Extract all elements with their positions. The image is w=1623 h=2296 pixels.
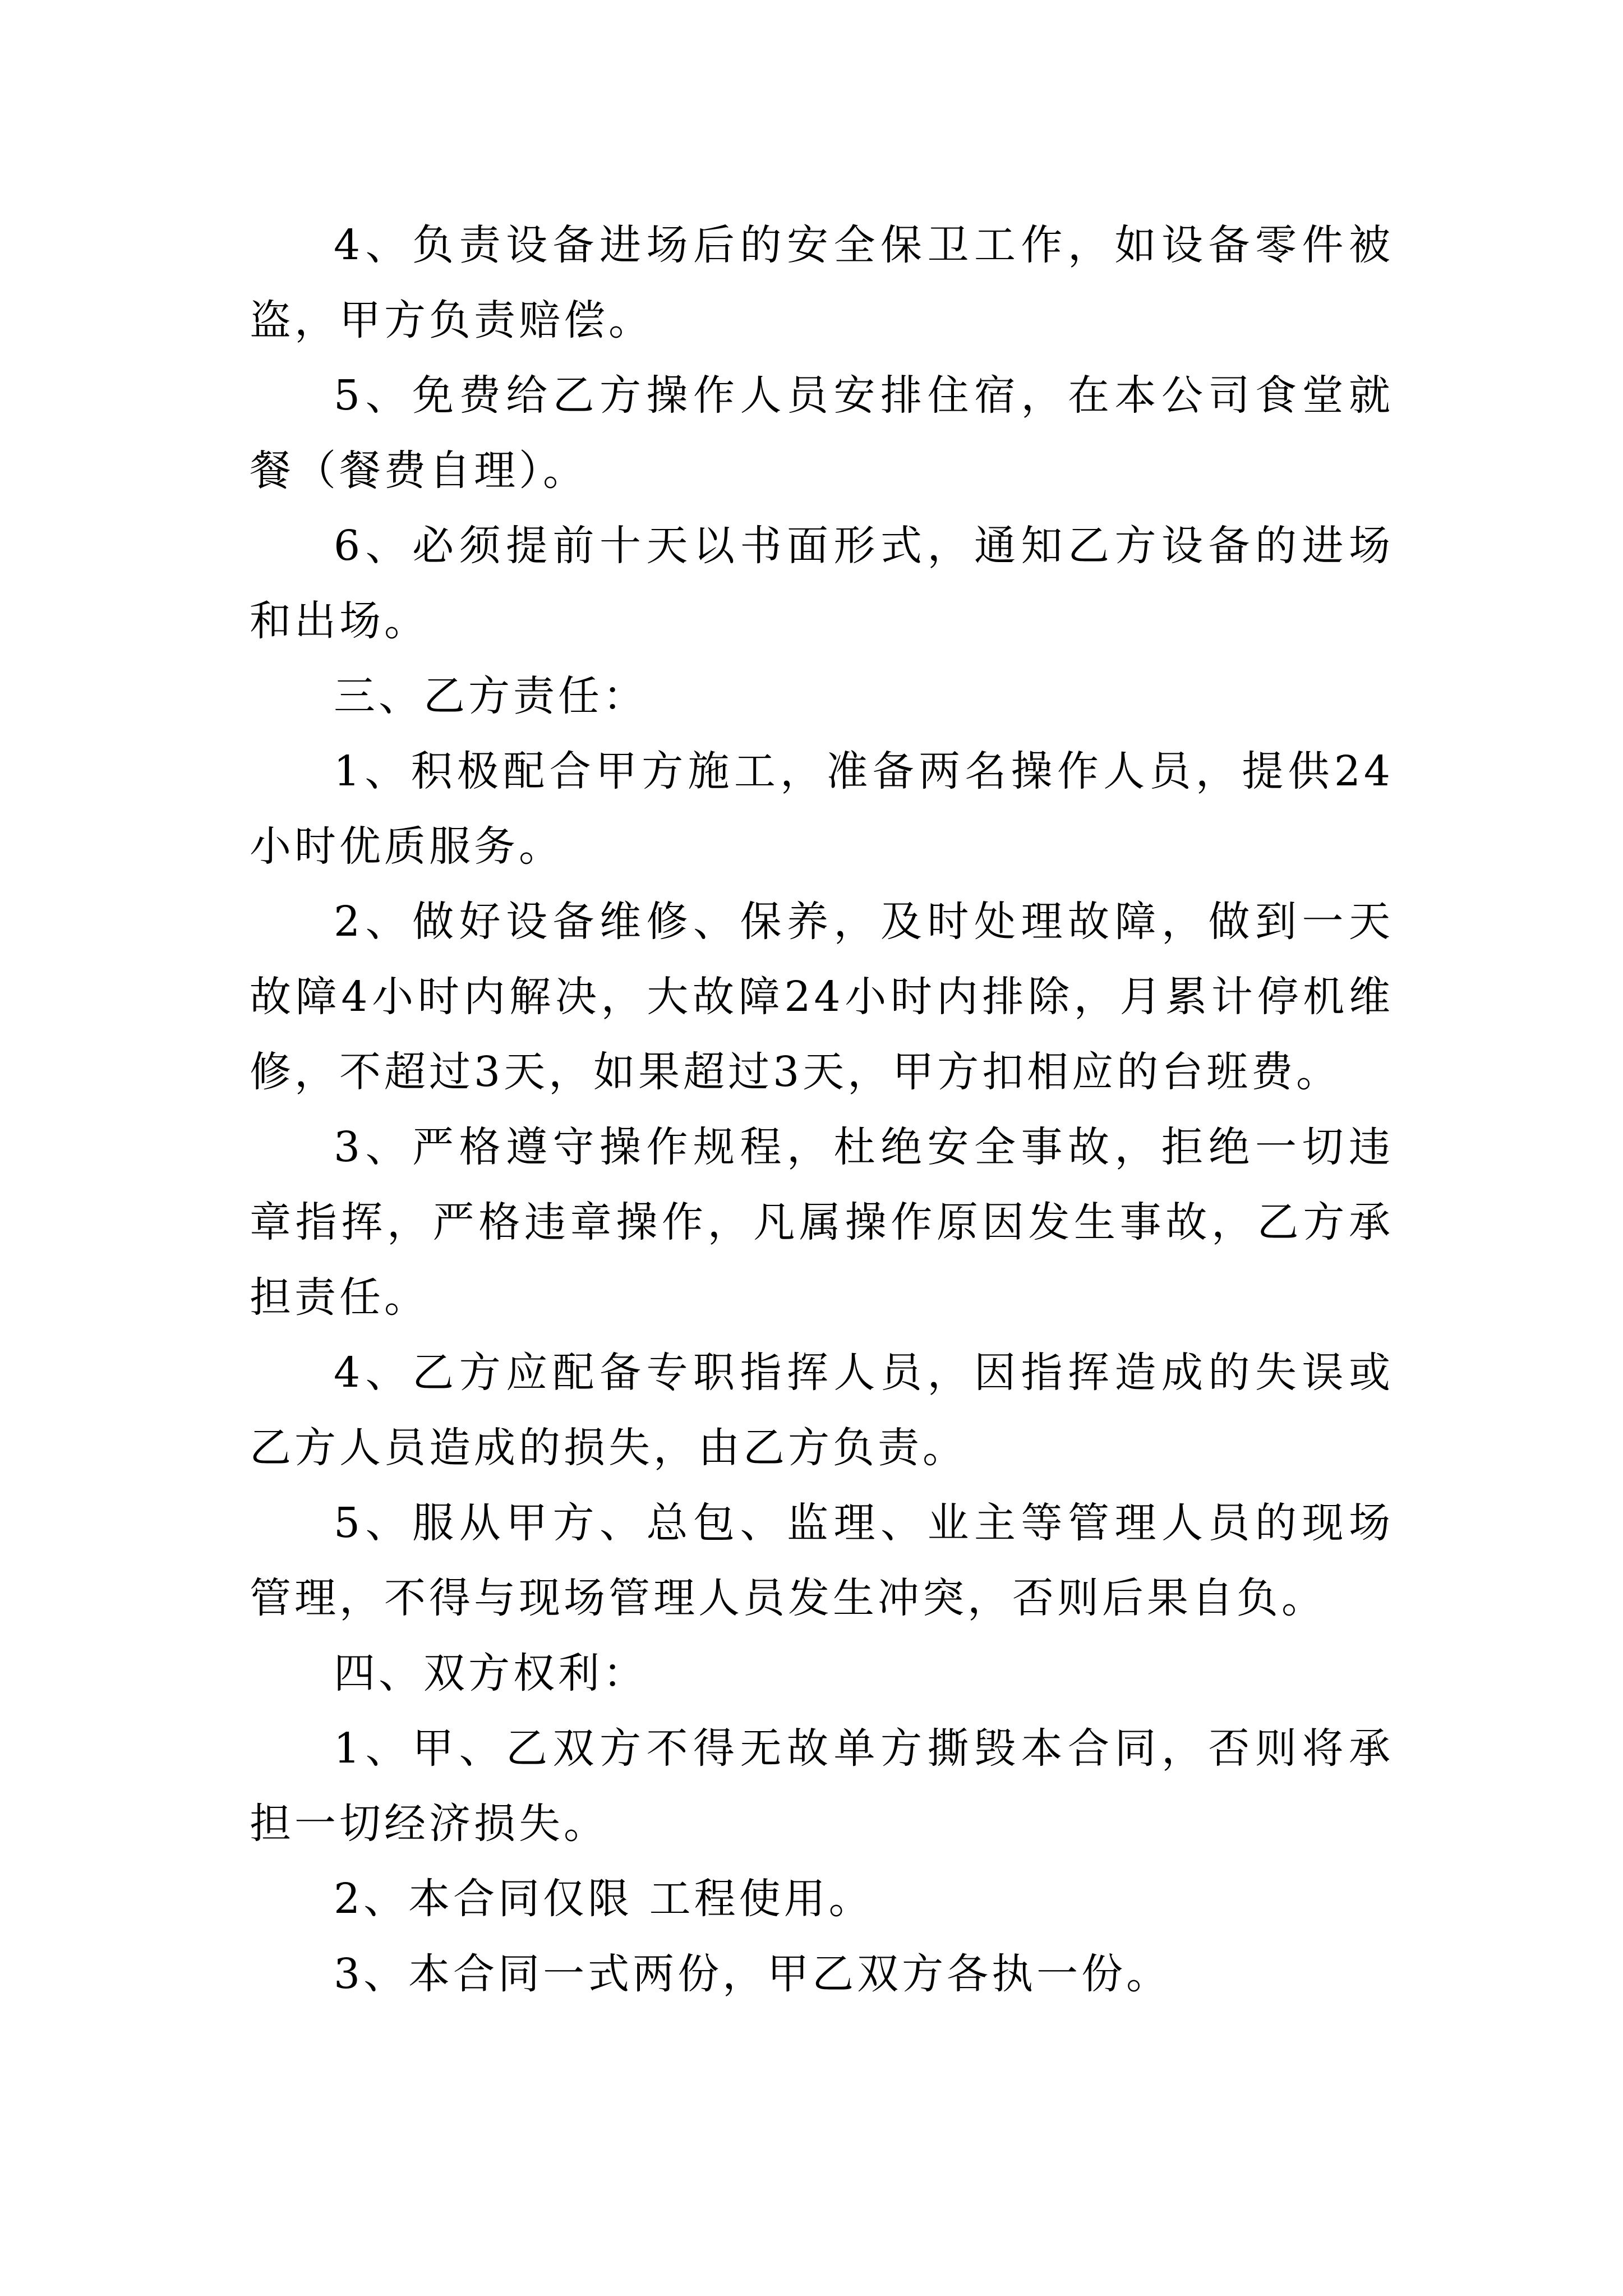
paragraph-party-a-4: 4、负责设备进场后的安全保卫工作，如设备零件被盗，甲方负责赔偿。 bbox=[250, 221, 1394, 344]
paragraph-party-b-4: 4、乙方应配备专职指挥人员，因指挥造成的失误或乙方人员造成的损失，由乙方负责。 bbox=[250, 1349, 1394, 1472]
document-body bbox=[250, 208, 1394, 2012]
section-heading-party-b: 三、乙方责任： bbox=[334, 672, 648, 720]
paragraph-party-b-5: 5、服从甲方、总包、监理、业主等管理人员的现场管理，不得与现场管理人员发生冲突，否则后果自负。 bbox=[250, 1499, 1394, 1622]
paragraph-both-1: 1、甲、乙双方不得无故单方撕毁本合同，否则将承担一切经济损失。 bbox=[250, 1724, 1394, 1848]
section-heading-both-parties: 四、双方权利： bbox=[334, 1649, 648, 1697]
paragraph-party-a-5: 5、免费给乙方操作人员安排住宿，在本公司食堂就餐（餐费自理）。 bbox=[250, 371, 1394, 495]
paragraph-party-b-3: 3、严格遵守操作规程，杜绝安全事故，拒绝一切违章指挥，严格违章操作，凡属操作原因发生事故，乙方承担责任。 bbox=[250, 1123, 1394, 1322]
paragraph-party-b-2: 2、做好设备维修、保养，及时处理故障，做到一天故障4小时内解决，大故障24小时内排除，月累计停机维修，不超过3天，如果超过3天，甲方扣相应的台班费。 bbox=[250, 898, 1394, 1096]
paragraph-both-2: 2、本合同仅限 工程使用。 bbox=[334, 1875, 874, 1923]
paragraph-party-a-6: 6、必须提前十天以书面形式，通知乙方设备的进场和出场。 bbox=[250, 522, 1394, 645]
paragraph-both-3: 3、本合同一式两份，甲乙双方各执一份。 bbox=[334, 1950, 1172, 1998]
paragraph-party-b-1: 1、积极配合甲方施工，准备两名操作人员，提供24小时优质服务。 bbox=[250, 747, 1394, 871]
